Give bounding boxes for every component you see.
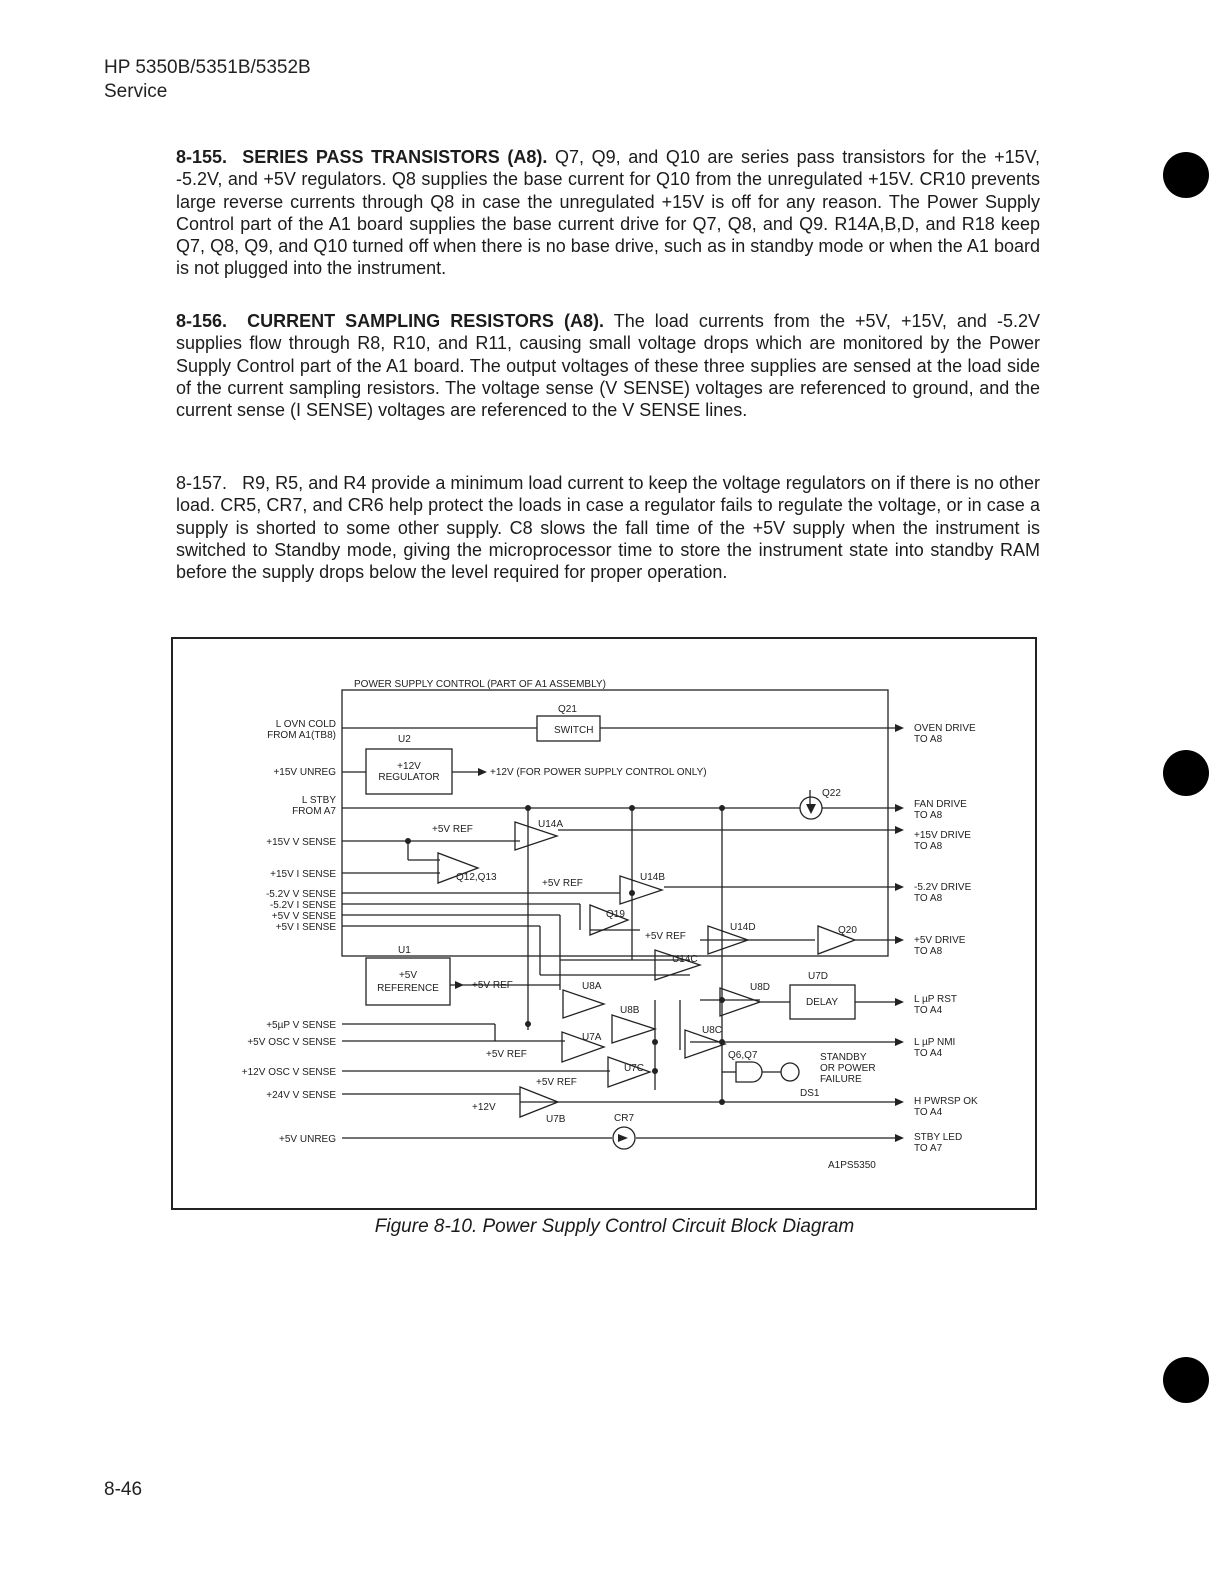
output-label: STBY LED [914, 1132, 963, 1143]
para-number: 8-155. [176, 147, 228, 167]
component-label: +5V REF [432, 824, 473, 835]
component-label: Q22 [822, 788, 841, 799]
output-label: TO A4 [914, 1005, 943, 1016]
output-label: TO A7 [914, 1143, 943, 1154]
input-label: L STBY [301, 795, 336, 806]
input-label: L OVN COLD [275, 719, 336, 730]
output-label: TO A4 [914, 1107, 943, 1118]
component-label: U7A [582, 1032, 602, 1043]
page-number: 8-46 [104, 1479, 143, 1500]
output-label: H PWRSP OK [914, 1096, 978, 1107]
u8a-triangle [563, 990, 604, 1018]
component-label: U8B [620, 1005, 640, 1016]
q6q7-gate [736, 1062, 762, 1082]
component-label: +12V (FOR POWER SUPPLY CONTROL ONLY) [490, 767, 707, 778]
component-label: REGULATOR [378, 772, 440, 783]
component-label: U7D [808, 971, 829, 982]
component-label: Q20 [838, 925, 857, 936]
component-label: Q19 [606, 909, 625, 920]
component-label: U14B [640, 872, 666, 883]
ds1-symbol [781, 1063, 799, 1081]
component-label: CR7 [614, 1113, 635, 1124]
component-label: U8D [750, 982, 771, 993]
input-label: +12V OSC V SENSE [241, 1067, 336, 1078]
input-label: -5.2V V SENSE [265, 889, 336, 900]
component-label: U8A [582, 981, 602, 992]
component-label: REFERENCE [377, 983, 439, 994]
component-label: Q21 [558, 704, 577, 715]
component-label: U14D [730, 922, 756, 933]
output-label: FAN DRIVE [914, 799, 967, 810]
output-label: TO A4 [914, 1048, 943, 1059]
input-label: +5V OSC V SENSE [247, 1037, 336, 1048]
output-label: TO A8 [914, 893, 943, 904]
component-label: +5V [398, 970, 418, 981]
component-label: +5V REF [486, 1049, 527, 1060]
component-label: U14A [538, 819, 564, 830]
component-label: +5V REF [472, 980, 513, 991]
para-title: CURRENT SAMPLING RESISTORS (A8). [247, 311, 604, 331]
output-label: TO A8 [914, 946, 943, 957]
component-label: Q12,Q13 [456, 872, 497, 883]
output-label: TO A8 [914, 810, 943, 821]
output-label: L µP RST [914, 994, 957, 1005]
component-label: U7B [546, 1114, 566, 1125]
input-label: +24V V SENSE [266, 1090, 336, 1101]
input-label: +5V I SENSE [275, 922, 336, 933]
output-label: OVEN DRIVE [914, 723, 976, 734]
reference-box [366, 958, 450, 1005]
input-label: +15V V SENSE [266, 837, 336, 848]
header-model: HP 5350B/5351B/5352B [104, 57, 311, 78]
input-label: FROM A7 [292, 806, 336, 817]
output-label: TO A8 [914, 734, 943, 745]
header-section: Service [104, 81, 168, 102]
figure-caption: Figure 8-10. Power Supply Control Circuit Block Diagram [374, 1216, 855, 1237]
u8b-triangle [612, 1015, 655, 1043]
input-label: +15V UNREG [273, 767, 336, 778]
component-label: DELAY [805, 997, 839, 1008]
para-body: The load currents from the +5V, +15V, and -5.2V supplies flow through R8, R10, and R11, causing small voltage drops which are monitored by the Power Supply Control part of the A1 board. The output voltages of these three supplies are sensed at the load side of the current sampling resistors. The voltage sense (V SENSE) voltages are referenced to ground, and the current sense (I SENSE) voltages are referenced to the V SENSE lines. [176, 311, 1040, 421]
input-label: -5.2V I SENSE [269, 900, 336, 911]
output-label: -5.2V DRIVE [914, 882, 972, 893]
para-body: Q7, Q9, and Q10 are series pass transistors for the +15V, -5.2V, and +5V regulators. Q8 supplies the base current for Q10 from the unregulated +15V. CR10 prevents large reverse currents through Q8 in case the unregulated +15V is off for any reason. The Power Supply Control part of the A1 board supplies the base current drive for Q7, Q8, and Q9. R14A,B,D, and R18 keep Q7, Q8, Q9, and Q10 turned off when there is no base drive, such as in standby mode or when the A1 board is not plugged into the instrument. [176, 147, 1040, 279]
component-label: U14C [672, 954, 698, 965]
input-label: +5µP V SENSE [266, 1020, 336, 1031]
output-label: L µP NMI [914, 1037, 956, 1048]
component-label: DS1 [800, 1088, 820, 1099]
component-label: +5V REF [645, 931, 686, 942]
component-label: SWITCH [554, 725, 594, 736]
component-label: Q6,Q7 [728, 1050, 758, 1061]
diagram-title: POWER SUPPLY CONTROL (PART OF A1 ASSEMBLY) [354, 679, 606, 690]
component-label: U7C [624, 1063, 645, 1074]
component-label: U2 [398, 734, 411, 745]
output-label: +15V DRIVE [914, 830, 971, 841]
para-body: R9, R5, and R4 provide a minimum load current to keep the voltage regulators on if there is no other load. CR5, CR7, and CR6 help protect the loads in case a regulator fails to regulate the voltage, or in case a supply is shorted to some other supply. C8 slows the fall time of the +5V supply when the instrument is switched to Standby mode, giving the microprocessor time to store the instrument state into standby RAM before the supply drops below the level required for proper operation. [176, 473, 1040, 583]
component-label: FAILURE [820, 1074, 862, 1085]
input-label: +5V V SENSE [271, 911, 336, 922]
input-label: +15V I SENSE [270, 869, 336, 880]
output-label: +5V DRIVE [914, 935, 966, 946]
component-label: OR POWER [820, 1063, 876, 1074]
component-label: U1 [398, 945, 411, 956]
drawing-number: A1PS5350 [828, 1160, 876, 1171]
input-label: FROM A1(TB8) [267, 730, 336, 741]
input-label: +5V UNREG [279, 1134, 336, 1145]
component-label: U8C [702, 1025, 723, 1036]
component-label: +5V REF [536, 1077, 577, 1088]
component-label: +12V [397, 761, 421, 772]
para-number: 8-157. [176, 473, 228, 493]
output-label: TO A8 [914, 841, 943, 852]
para-number: 8-156. [176, 311, 228, 331]
component-label: STANDBY [820, 1052, 867, 1063]
component-label: +12V [472, 1102, 496, 1113]
component-label: +5V REF [542, 878, 583, 889]
para-title: SERIES PASS TRANSISTORS (A8). [242, 147, 548, 167]
